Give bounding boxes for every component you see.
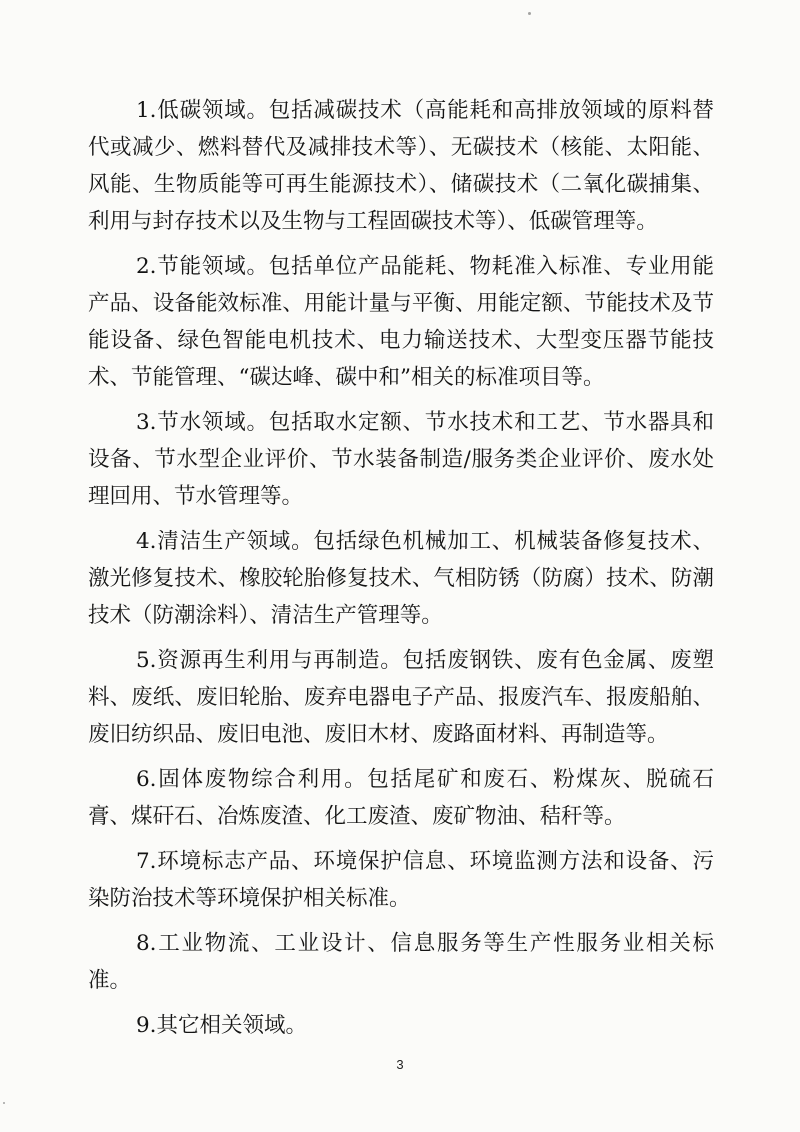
paragraph-energy-saving: 2.节能领域。包括单位产品能耗、物耗准入标准、专业用能产品、设备能效标准、用能计量与平衡、用能定额、节能技术及节能设备、绿色智能电机技术、电力输送技术、大型变压器节能技术、节能管理、“碳达峰、碳中和”相关的标准项目等。 xyxy=(88,254,714,390)
paragraph-water-saving: 3.节水领域。包括取水定额、节水技术和工艺、节水器具和设备、节水型企业评价、节水装备制造/服务类企业评价、废水处理回用、节水管理等。 xyxy=(88,410,714,509)
paragraph-solid-waste: 6.固体废物综合利用。包括尾矿和废石、粉煤灰、脱硫石膏、煤矸石、冶炼废渣、化工废渣、废矿物油、秸秆等。 xyxy=(88,767,714,829)
paragraph-productive-services: 8.工业物流、工业设计、信息服务等生产性服务业相关标准。 xyxy=(88,931,714,993)
paragraph-resource-recycling: 5.资源再生利用与再制造。包括废钢铁、废有色金属、废塑料、废纸、废旧轮胎、废弃电器电子产品、报废汽车、报废船舶、废旧纺织品、废旧电池、废旧木材、废路面材料、再制造等。 xyxy=(88,648,714,747)
page-number: 3 xyxy=(396,1057,404,1072)
paragraph-environmental-labels: 7.环境标志产品、环境保护信息、环境监测方法和设备、污染防治技术等环境保护相关标准。 xyxy=(88,849,714,911)
paragraph-other-fields: 9.其它相关领域。 xyxy=(136,1013,308,1038)
scan-speck-top xyxy=(528,12,531,15)
document-body xyxy=(88,92,714,1052)
paragraph-clean-production: 4.清洁生产领域。包括绿色机械加工、机械装备修复技术、激光修复技术、橡胶轮胎修复技术、气相防锈（防腐）技术、防潮技术（防潮涂料）、清洁生产管理等。 xyxy=(88,529,714,628)
paragraph-low-carbon: 1.低碳领域。包括减碳技术（高能耗和高排放领域的原料替代或减少、燃料替代及减排技术等）、无碳技术（核能、太阳能、风能、生物质能等可再生能源技术）、储碳技术（二氧化碳捕集、利用与封存技术以及生物与工程固碳技术等）、低碳管理等。 xyxy=(88,98,714,234)
scan-speck-left xyxy=(3,1102,5,1104)
